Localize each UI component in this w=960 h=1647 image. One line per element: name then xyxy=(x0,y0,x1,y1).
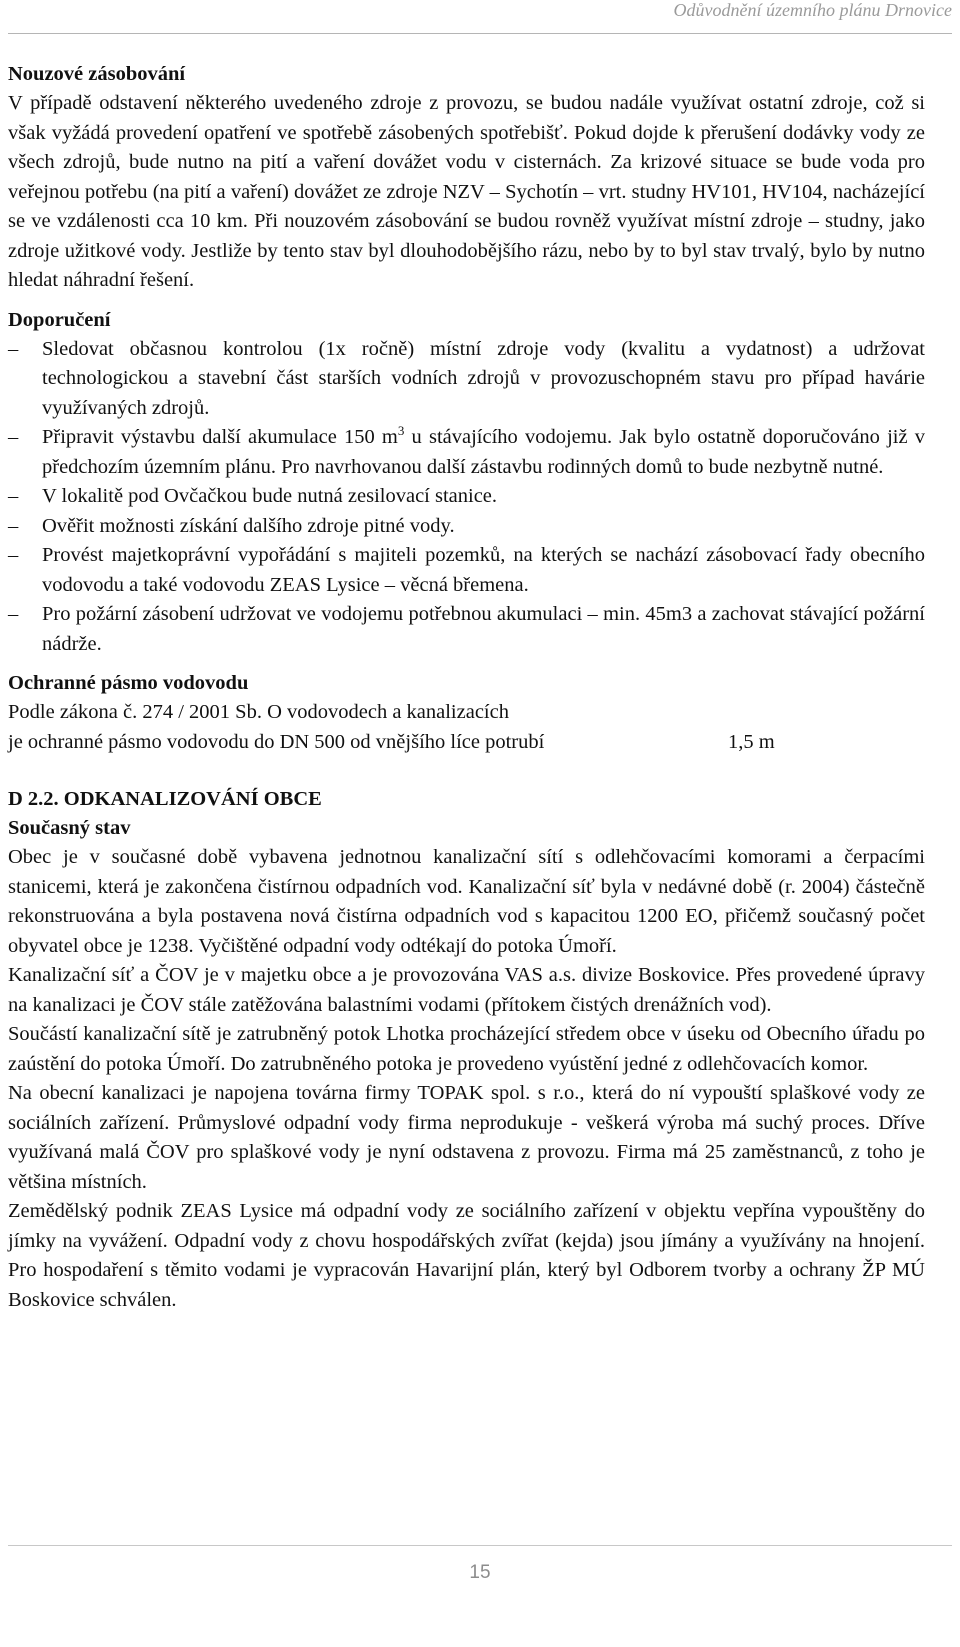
paragraph-zakon: Podle zákona č. 274 / 2001 Sb. O vodovodech a kanalizacích xyxy=(8,701,509,723)
footer-rule xyxy=(8,1545,952,1546)
page-content xyxy=(8,60,925,1315)
spacer xyxy=(8,757,925,785)
list-item xyxy=(8,541,925,600)
running-header: Odůvodnění územního plánu Drnovice xyxy=(673,0,952,20)
list-item xyxy=(8,512,925,542)
list-item xyxy=(8,423,925,482)
list-item-text: Připravit výstavbu další akumulace 150 m xyxy=(42,426,398,448)
spacer xyxy=(8,659,925,669)
dash-bullet: – xyxy=(8,544,19,566)
list-item-text: Provést majetkoprávní vypořádání s majiteli pozemků, na kterých se nachází zásobovací řady obecního vodovodu a také vodovodu ZEAS Lysice – věcná břemena. xyxy=(42,544,925,596)
list-item xyxy=(8,335,925,424)
list-item-text: Pro požární zásobení udržovat ve vodojemu potřebnou akumulaci – min. 45m3 a zachovat stávající požární nádrže. xyxy=(42,603,925,655)
subheading-soucasny-stav: Současný stav xyxy=(8,817,131,839)
list-item xyxy=(8,600,925,659)
spacer xyxy=(8,296,925,306)
paragraph: Kanalizační síť a ČOV je v majetku obce a je provozována VAS a.s. divize Boskovice. Přes provedené úpravy na kanalizaci je ČOV stále zatěžována balastními vodami (přítokem čistých drenážních vod). xyxy=(8,964,925,1016)
heading-doporuceni: Doporučení xyxy=(8,308,111,331)
dash-bullet: – xyxy=(8,426,19,448)
dash-bullet: – xyxy=(8,603,19,625)
dash-bullet: – xyxy=(8,514,19,537)
paragraph: Součástí kanalizační sítě je zatrubněný potok Lhotka procházející středem obce v úseku od Obecního úřadu po zaústění do potoka Úmoří. Do zatrubněného potoka je provedeno vyústění jedné z odlehčovacích komor. xyxy=(8,1023,925,1075)
dash-bullet: – xyxy=(8,485,19,507)
heading-odkanalizovani: D 2.2. ODKANALIZOVÁNÍ OBCE xyxy=(8,788,322,810)
list-item xyxy=(8,482,925,512)
paragraph: Na obecní kanalizaci je napojena továrna firmy TOPAK spol. s r.o., která do ní vypouští splaškové vody ze sociálních zařízení. Průmyslové odpadní vody firma neprodukuje - veškerá výroba má suchý proces. Dříve využívaná malá ČOV pro splaškové vody je nyní odstavena z provozu. Firma má 25 zaměstnanců, z toho je většina místních. xyxy=(8,1082,925,1193)
list-item-text: V lokalitě pod Ovčačkou bude nutná zesilovací stanice. xyxy=(42,485,498,507)
superscript: 3 xyxy=(397,423,405,439)
list-item-text: Ověřit možnosti získání dalšího zdroje pitné vody. xyxy=(42,514,455,537)
paragraph: Obec je v současné době vybavena jednotnou kanalizační sítí s odlehčovacími komorami a čerpacími stanicemi, která je zakončena čistírnou odpadních vod. Kanalizační síť byla v nedávné době (r. 2004) částečně rekonstruována a byla postavena nová čistírna odpadních vod s kapacitou 1200 EO, přičemž současný počet obyvatel obce je 1238. Vyčištěné odpadní vody odtékají do potoka Úmoří. xyxy=(8,846,925,957)
list-item-text-continued: u stávajícího vodojemu. Jak bylo ostatně doporučováno již v předchozím územním plánu. Pro navrhovanou další zástavbu rodinných domů to bude nezbytně nutné. xyxy=(42,426,925,478)
heading-ochranne: Ochranné pásmo vodovodu xyxy=(8,672,249,694)
list-item-text: Sledovat občasnou kontrolou (1x ročně) místní zdroje vody (kvalitu a vydatnost) a udržovat technologickou a stavební část starších vodních zdrojů v provozuschopném stavu pro případ havárie využívaných zdrojů. xyxy=(42,337,925,419)
protection-zone-row xyxy=(8,728,925,758)
header-rule xyxy=(8,33,952,34)
dash-bullet: – xyxy=(8,337,19,360)
recommendation-list xyxy=(8,335,925,660)
paragraph-nouzove: V případě odstavení některého uvedeného zdroje z provozu, se budou nadále využívat ostatní zdroje, což si však vyžádá provedení opatření ve spotřebě zásobených spotřebišť. Pokud dojde k přerušení dodávky vody ze všech zdrojů, bude nutno na pití a vaření dovážet vodu v cisternách. Za krizové situace se bude voda pro veřejnou potřebu (na pití a vaření) dovážet ze zdroje NZV – Sychotín – vrt. studny HV101, HV104, nacházející se ve vzdálenosti cca 10 km. Při nouzovém zásobování se budou rovněž využívat místní zdroje – studny, jako zdroje užitkové vody. Jestliže by tento stav byl dlouhodobějšího rázu, nebo by to byl stav trvalý, bylo by nutno hledat náhradní řešení. xyxy=(8,92,925,291)
paragraph: Zemědělský podnik ZEAS Lysice má odpadní vody ze sociálního zařízení v objektu vepřína vypouštěny do jímky na vyvážení. Odpadní vody z chovu hospodářských zvířat (kejda) jsou jímány a využívány na hnojení. Pro hospodaření s těmito vodami je vypracován Havarijní plán, který byl Odborem tvorby a ochrany ŽP MÚ Boskovice schválen. xyxy=(8,1200,925,1311)
heading-nouzove: Nouzové zásobování xyxy=(8,63,186,85)
page-number: 15 xyxy=(469,1562,491,1583)
protection-zone-label: je ochranné pásmo vodovodu do DN 500 od vnějšího líce potrubí xyxy=(8,730,545,753)
protection-zone-value: 1,5 m xyxy=(728,730,775,753)
